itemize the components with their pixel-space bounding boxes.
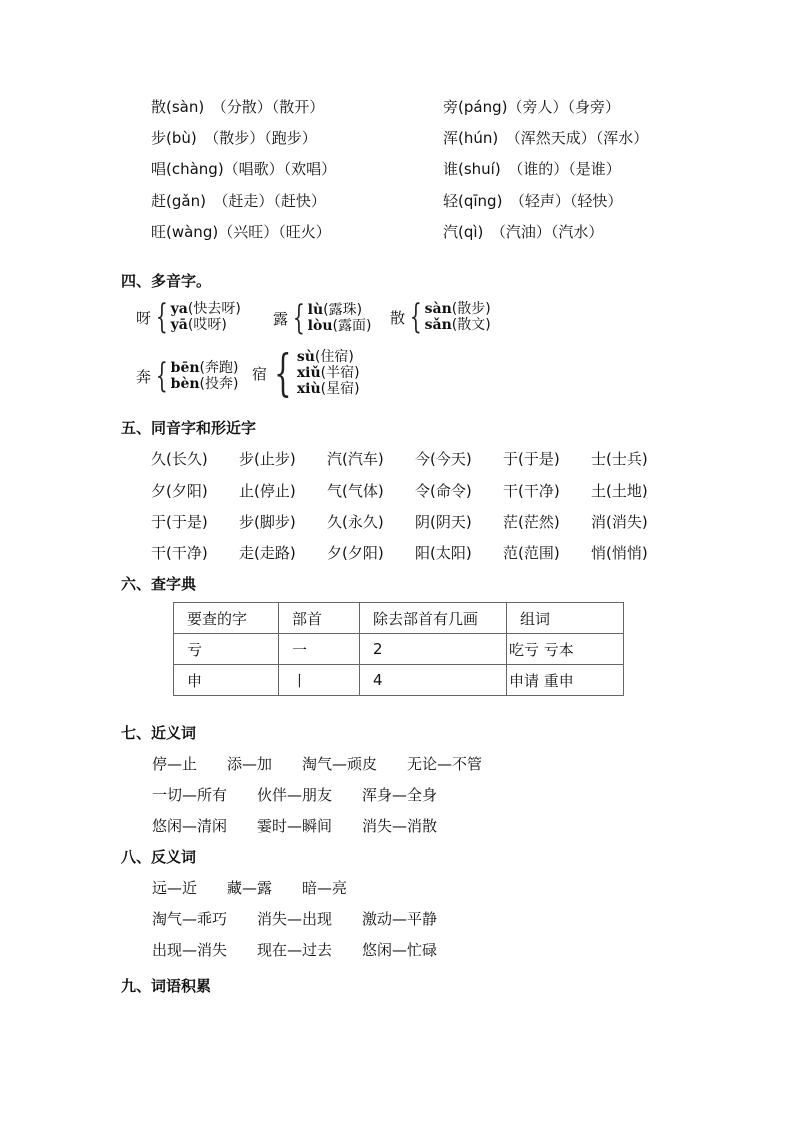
synonym-line: 停—止 添—加 淘气—顽皮 无论—不管 bbox=[152, 755, 483, 773]
brace-icon: { bbox=[409, 297, 422, 337]
synonym-line: 悠闲—清闲 霎时—瞬间 消失—消散 bbox=[152, 817, 438, 835]
homophone-item: 消(消失) bbox=[591, 513, 648, 531]
poly-reading: sǎn(散文) bbox=[424, 317, 491, 333]
table-cell: 2 bbox=[360, 634, 507, 665]
brace-icon: { bbox=[155, 356, 168, 396]
poly-char: 呀 bbox=[136, 308, 152, 327]
homophone-item: 阴(阴天) bbox=[415, 513, 472, 531]
pinyin-left-5: 旺(wàng)（兴旺）（旺火） bbox=[151, 223, 331, 241]
pinyin-left-3: 唱(chàng)（唱歌）（欢唱） bbox=[151, 160, 337, 178]
polyphone-ben bbox=[136, 356, 239, 396]
section5-heading: 五、同音字和形近字 bbox=[121, 419, 257, 437]
poly-reading: xiǔ(半宿) bbox=[296, 365, 360, 381]
homophone-item: 于(于是) bbox=[503, 450, 560, 468]
polyphone-su bbox=[252, 344, 360, 402]
pinyin-right-5: 汽(qì) （汽油）（汽水） bbox=[443, 223, 604, 241]
antonym-line: 出现—消失 现在—过去 悠闲—忙碌 bbox=[152, 941, 438, 959]
section9-heading: 九、词语积累 bbox=[121, 977, 212, 995]
table-header-cell: 组词 bbox=[507, 603, 624, 634]
poly-char: 散 bbox=[390, 308, 406, 327]
homophone-item: 干(干净) bbox=[151, 544, 208, 562]
section7-heading: 七、近义词 bbox=[121, 724, 197, 742]
table-cell: 丨 bbox=[279, 665, 360, 696]
table-header-cell: 要查的字 bbox=[174, 603, 279, 634]
poly-reading: ya(快去呀) bbox=[170, 301, 241, 317]
homophone-item: 气(气体) bbox=[327, 482, 384, 500]
antonym-line: 淘气—乖巧 消失—出现 激动—平静 bbox=[152, 910, 438, 928]
synonym-line: 一切—所有 伙伴—朋友 浑身—全身 bbox=[152, 786, 438, 804]
table-cell: 4 bbox=[360, 665, 507, 696]
homophone-item: 茫(茫然) bbox=[503, 513, 560, 531]
poly-reading: xiù(星宿) bbox=[296, 381, 360, 397]
pinyin-right-3: 谁(shuí) （谁的）（是谁） bbox=[443, 160, 621, 178]
homophone-item: 久(长久) bbox=[151, 450, 208, 468]
polyphone-san bbox=[390, 297, 491, 337]
homophone-item: 今(今天) bbox=[415, 450, 472, 468]
homophone-item: 土(土地) bbox=[591, 482, 648, 500]
antonym-line: 远—近 藏—露 暗—亮 bbox=[152, 879, 348, 897]
homophone-item: 阳(太阳) bbox=[415, 544, 472, 562]
poly-char: 宿 bbox=[252, 364, 268, 383]
pinyin-left-4: 赶(gǎn) （赶走）（赶快） bbox=[151, 192, 326, 210]
table-cell: 吃亏 亏本 bbox=[507, 634, 624, 665]
table-row bbox=[174, 634, 624, 665]
table-row bbox=[174, 665, 624, 696]
homophone-item: 干(干净) bbox=[503, 482, 560, 500]
poly-char: 露 bbox=[273, 309, 289, 328]
homophone-item: 步(止步) bbox=[239, 450, 296, 468]
table-header-cell: 部首 bbox=[279, 603, 360, 634]
homophone-item: 走(走路) bbox=[239, 544, 296, 562]
table-cell: 亏 bbox=[174, 634, 279, 665]
table-header-cell: 除去部首有几画 bbox=[360, 603, 507, 634]
homophone-item: 止(停止) bbox=[239, 482, 296, 500]
brace-icon: { bbox=[274, 344, 292, 402]
polyphone-lu bbox=[273, 298, 372, 338]
table-header-row bbox=[174, 603, 624, 634]
pinyin-left-1: 散(sàn) （分散）（散开） bbox=[151, 98, 325, 116]
table-cell: 一 bbox=[279, 634, 360, 665]
dictionary-table bbox=[173, 602, 624, 696]
homophone-item: 汽(汽车) bbox=[327, 450, 384, 468]
section8-heading: 八、反义词 bbox=[121, 848, 197, 866]
section4-heading: 四、多音字。 bbox=[121, 272, 212, 290]
polyphone-ya bbox=[136, 297, 241, 337]
brace-icon: { bbox=[155, 297, 168, 337]
poly-reading: sù(住宿) bbox=[296, 349, 354, 365]
poly-reading: lù(露珠) bbox=[307, 302, 363, 318]
homophone-item: 令(命令) bbox=[415, 482, 472, 500]
pinyin-left-2: 步(bù) （散步）（跑步） bbox=[151, 129, 317, 147]
homophone-item: 士(士兵) bbox=[591, 450, 648, 468]
poly-reading: lòu(露面) bbox=[307, 318, 372, 334]
brace-icon: { bbox=[292, 298, 305, 338]
homophone-item: 久(永久) bbox=[327, 513, 384, 531]
homophone-item: 于(于是) bbox=[151, 513, 208, 531]
poly-char: 奔 bbox=[136, 367, 152, 386]
homophone-item: 范(范围) bbox=[503, 544, 560, 562]
homophone-item: 夕(夕阳) bbox=[151, 482, 208, 500]
poly-reading: bèn(投奔) bbox=[170, 376, 239, 392]
section6-heading: 六、查字典 bbox=[121, 575, 197, 593]
pinyin-right-2: 浑(hún) （浑然天成）（浑水） bbox=[443, 129, 649, 147]
table-cell: 申 bbox=[174, 665, 279, 696]
poly-reading: bēn(奔跑) bbox=[170, 360, 239, 376]
poly-reading: sàn(散步) bbox=[424, 301, 491, 317]
homophone-item: 步(脚步) bbox=[239, 513, 296, 531]
poly-reading: yā(哎呀) bbox=[170, 317, 227, 333]
pinyin-right-1: 旁(páng)（旁人）（身旁） bbox=[443, 98, 620, 116]
homophone-item: 悄(悄悄) bbox=[591, 544, 648, 562]
pinyin-right-4: 轻(qīng) （轻声）（轻快） bbox=[443, 192, 623, 210]
table-cell: 申请 重申 bbox=[507, 665, 624, 696]
homophone-item: 夕(夕阳) bbox=[327, 544, 384, 562]
